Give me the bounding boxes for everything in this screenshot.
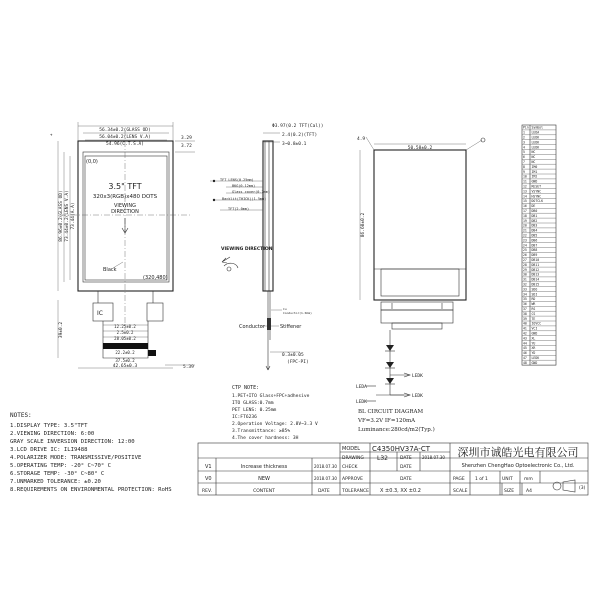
note-6: 5.OPERATING TEMP: -20° C~70° C [10, 463, 112, 469]
origin-label: (0,0) [86, 159, 98, 165]
pin-number: 15 [523, 199, 527, 204]
note-7: 6.STORAGE TEMP: -30° C~80° C [10, 471, 105, 477]
scale-label: SCALE [453, 489, 468, 494]
ctp-line-2: ITO GLASS:0.7mm [232, 401, 274, 406]
layer-5: TFT(2.0mm) [228, 207, 250, 211]
conductor-label: Conductor [239, 324, 265, 330]
pin-symbol: NC [531, 160, 536, 164]
pin-symbol: VSYNC [531, 189, 542, 194]
fpc-contacts [103, 343, 148, 349]
display-title: 3.5" TFT [108, 182, 142, 191]
direction-label: DIRECTION [111, 209, 139, 215]
pin-number: 43 [523, 336, 527, 341]
pin-number: 39 [523, 316, 527, 321]
pin-symbol: DB10 [531, 258, 540, 262]
rev-1-content: Increase thickness [240, 464, 288, 470]
pin-symbol: YD [531, 351, 536, 356]
pin-number: 29 [523, 267, 527, 272]
pin-symbol: DB15 [531, 282, 540, 287]
pin-header-number: Pin [523, 125, 529, 130]
dim-right-b: 3.72 [181, 144, 192, 149]
unit-label: UNIT [502, 477, 513, 482]
pin-symbol: DB6 [531, 238, 538, 243]
pin-symbol: DB13 [531, 272, 540, 277]
page-label: PAGE [453, 477, 465, 482]
pin-number: 16 [523, 204, 527, 209]
pin-number: 36 [523, 302, 527, 307]
date-label: DATE [400, 456, 412, 461]
pin-symbol: SDO [531, 287, 538, 292]
ctp-line-7: 4.The cover hardness: 3H [232, 436, 299, 441]
pin-number: 20 [523, 223, 527, 228]
viewing-arrow [222, 257, 230, 263]
pin-symbol: DB12 [531, 267, 540, 272]
size-label: SIZE [504, 489, 515, 494]
approve-label: APPROVE [342, 477, 364, 482]
pin-number: 25 [523, 248, 527, 253]
dim-bottom-width: 42.65±0.3 [112, 364, 138, 369]
pin-number: 19 [523, 218, 527, 223]
side-dim-c: 3~0.8±0.1 [282, 142, 307, 147]
pin-number: 33 [523, 287, 527, 292]
end-label: (320,480) [143, 275, 168, 281]
viewing-label: VIEWING [113, 203, 137, 209]
pin-symbol: DB0 [531, 209, 538, 213]
dim-lens-height: 73.44±0.2(LENS V.A) [65, 190, 70, 242]
pin-symbol: DB5 [531, 233, 538, 238]
pin-symbol: XL [531, 336, 536, 341]
connector-pad [147, 303, 163, 321]
content-header: CONTENT [253, 489, 275, 494]
backlight-block [381, 269, 459, 296]
size-value: A4 [526, 489, 532, 494]
pin-number: 14 [523, 194, 527, 199]
dim-glass-width: 56.34±0.2(GLASS OD) [99, 128, 151, 133]
rear-width-dim: 50.58±0.2 [407, 146, 433, 151]
dim-bottom-right: 5.39 [183, 365, 194, 370]
bl-ledk2: LEDK [412, 394, 423, 399]
note-8: 7.UNMARKED TOLERANCE: ±0.20 [10, 479, 101, 485]
pin-symbol: DB14 [531, 277, 540, 282]
dim-aa-width: 54.96(C.T.S.A) [106, 142, 144, 147]
pin-number: 8 [523, 164, 525, 169]
lens-area [83, 152, 169, 282]
rear-outline [374, 150, 466, 300]
pin-symbol: CS [531, 311, 536, 316]
ctp-line-5: 2.Operation Voltage: 2.8V~3.3 V [232, 422, 318, 427]
pin-symbol: NC [531, 150, 536, 155]
bl-spec1: VF=3.2V IF=120mA [358, 418, 416, 424]
pin-number: 13 [523, 189, 527, 194]
fpc-dim-a: 12.25±0.2 [114, 324, 136, 329]
pin-symbol: LEDK [531, 145, 540, 150]
pin-number: 5 [523, 150, 525, 155]
notes-title: NOTES: [10, 412, 32, 419]
fpc-text-a: Cu [283, 307, 287, 311]
pin-number: 24 [523, 243, 527, 248]
date-value: 2018.07.30 [422, 455, 445, 460]
pin-symbol: LEDK [531, 140, 540, 145]
pin-symbol: DB3 [531, 223, 538, 228]
fpc-dim-b: 2.5±0.2 [116, 330, 134, 335]
pin-number: 4 [523, 145, 525, 150]
pin-number: 3 [523, 140, 525, 145]
pin-symbol: VCI [531, 326, 538, 331]
ctp-note [232, 385, 318, 441]
rev-2-content: NEW [258, 476, 270, 482]
pin-symbol: LEDK [531, 135, 540, 140]
check-label: CHECK [342, 465, 358, 470]
date-label-3: DATE [400, 477, 412, 482]
pin-number: 38 [523, 311, 527, 316]
company-en: Shenzhen ChengHao Optoelectronic Co., Ltd. [461, 463, 575, 469]
fpc-dim-e: 37.5±0.2 [115, 358, 135, 363]
dim-glass-height: 86.96±0.2(GLASS OD) [59, 190, 64, 242]
pin-symbol: DB4 [531, 228, 538, 233]
pin-number: 46 [523, 351, 527, 356]
date-header: DATE [318, 489, 330, 494]
pin-number: 31 [523, 277, 527, 282]
pin-number: 28 [523, 262, 527, 267]
ctp-line-4: IC:FT6236 [232, 415, 257, 420]
rear-dim-small: 4.9 [357, 137, 366, 142]
pin-number: 35 [523, 297, 527, 302]
pin-number: 7 [523, 160, 525, 164]
pin-number: 11 [523, 179, 527, 184]
pin-symbol: WR [531, 302, 536, 307]
side-viewing-direction: VIEWING DIRECTION [221, 247, 273, 252]
drawing-label: DRAWING [342, 456, 364, 461]
pin-symbol: GND [531, 360, 538, 365]
note-2: 2.VIEWING DIRECTION: 6:00 [10, 431, 95, 437]
side-bottom-dim-a: 0.3±0.05 [282, 353, 304, 358]
pin-number: 30 [523, 272, 527, 277]
pin-number: 45 [523, 346, 527, 351]
note-9: 8.REQUIREMENTS ON ENVIRONMENTAL PROTECTION: RoHS [10, 487, 172, 493]
projection-symbol [553, 480, 586, 492]
pin-header-symbol: Symbol [531, 125, 544, 130]
pin-number: 44 [523, 341, 527, 346]
dim-fpc-length: 39±0.2 [59, 321, 64, 339]
pin-symbol: SDI [531, 292, 538, 297]
black-label: Black [103, 267, 117, 273]
pin-number: 12 [523, 184, 527, 189]
side-bottom-dim-b: (FPC-PI) [287, 360, 309, 365]
pin-number: 21 [523, 228, 527, 233]
bl-ledk: LEDK [412, 374, 423, 379]
ctp-title: CTP NOTE: [232, 385, 260, 391]
pin-number: 42 [523, 331, 527, 336]
bl-circuit [356, 330, 435, 433]
pin-symbol: RS [531, 307, 536, 311]
pin-symbol: HSYNC [531, 194, 542, 199]
ctp-line-6: 3.Transmittance: ≥85% [232, 429, 291, 434]
ctp-line-1: 1.PET+ITO Glass+FPC+adhesive [232, 394, 310, 399]
rear-fpc-b [381, 310, 453, 323]
bl-leda: LEDA [356, 385, 367, 390]
fpc-dim-d: 22.2±0.2 [115, 350, 135, 355]
fpc-dim-c: 28.05±0.2 [114, 336, 136, 341]
pin-number: 6 [523, 155, 525, 160]
page-value: 1 of 1 [475, 477, 488, 482]
ctp-line-3: PET LENS: 0.25mm [232, 408, 277, 413]
pin-symbol: GND [531, 179, 538, 184]
date-label-2: DATE [400, 465, 412, 470]
pin-number: 10 [523, 174, 527, 179]
stiffener-block [267, 318, 271, 330]
pin-number: 37 [523, 307, 527, 311]
pin-symbol: GND [531, 331, 538, 336]
module-side [263, 141, 273, 291]
tolerance-label: TOLERANCE [342, 489, 370, 494]
note-5: 4.POLARIZER MODE: TRANSMISSIVE/POSITIVE [10, 455, 142, 461]
rev-2-ver: V0 [205, 476, 212, 482]
notes [10, 412, 172, 493]
pin-number: 1 [523, 130, 525, 135]
pin-symbol: IOVCC [531, 321, 542, 326]
pin-symbol: NC [531, 155, 536, 160]
layer-3: Glass cover(0.7mm) [232, 190, 270, 194]
pin-number: 9 [523, 169, 525, 174]
drawing-value: L32 [377, 455, 388, 462]
note-1: 1.DISPLAY TYPE: 3.5"TFT [10, 423, 88, 429]
layer-2: BKG(0.12mm) [232, 184, 256, 188]
pin-symbol: DB2 [531, 218, 538, 223]
model-label: MODEL [342, 446, 361, 452]
rev-2-date: 2018.07.30 [314, 476, 337, 481]
pin-number: 41 [523, 326, 527, 331]
projection-label: (3) [579, 486, 586, 491]
rear-view [357, 136, 485, 329]
bl-spec2: Luminance:280cd/m2(Typ.) [358, 427, 435, 433]
front-view [50, 122, 195, 370]
rev-1-date: 2018.07.30 [314, 464, 337, 469]
pin-number: 32 [523, 282, 527, 287]
pin-number: 40 [523, 321, 527, 326]
bl-ledk3: LEDK [356, 400, 367, 405]
unit-value: mm [524, 477, 533, 482]
pin-number: 23 [523, 238, 527, 243]
side-dim-b: 2.4(0.2)(TFT) [282, 133, 318, 138]
pin-symbol: DB8 [531, 248, 538, 253]
svg-text:+: + [50, 132, 53, 137]
dim-aa-height: 73.44(A.A) [71, 202, 76, 230]
pin-number: 18 [523, 213, 527, 218]
rev-1-ver: V1 [205, 464, 212, 470]
ic-label: IC [97, 310, 103, 317]
resolution-label: 320x3(RGB)x480 DOTS [92, 194, 158, 200]
pin-symbol: DE [531, 204, 536, 209]
pin-symbol: LEDA [531, 130, 540, 135]
pin-symbol: YU [531, 341, 536, 346]
pin-symbol: RESET [531, 184, 542, 189]
pin-number: 27 [523, 258, 527, 262]
pin-symbol: DB11 [531, 262, 540, 267]
pin-number: 17 [523, 209, 527, 213]
rev-header: REV. [202, 489, 212, 494]
pin-symbol: IM1 [531, 169, 538, 174]
pin-symbol: RD [531, 297, 536, 302]
active-area [85, 156, 167, 280]
bl-title: BL CIRCUIT DIAGRAM [358, 409, 424, 415]
title-block [198, 443, 588, 495]
layer-4: Backlit(THICK)(1.5mm) [222, 197, 267, 201]
pin-number: 26 [523, 253, 527, 258]
pin-symbol: DOTCLK [531, 199, 544, 204]
side-dim-a: Φ3.97(0.2 TFT(Cal)) [272, 124, 324, 129]
fpc-text-b: Conductor(1.0mm) [283, 311, 312, 315]
dim-right-a: 3.29 [181, 136, 192, 141]
pin-symbol: DB7 [531, 243, 538, 248]
pin-symbol: TE [531, 316, 536, 321]
pin-table-frame [522, 125, 556, 365]
pin-symbol: IM0 [531, 164, 538, 169]
company-cn: 深圳市诚皓光电有限公司 [457, 446, 579, 459]
pin-symbol: XR [531, 346, 536, 351]
pin-number: 34 [523, 292, 527, 297]
pin-symbol: LEDK [531, 356, 540, 360]
pin-symbol: IM2 [531, 174, 538, 179]
pin-symbol: DB1 [531, 213, 538, 218]
note-4: 3.LCD DRIVE IC: ILI9488 [10, 447, 88, 453]
pin-table [522, 125, 556, 365]
pin-number: 48 [523, 360, 527, 365]
dim-lens-width: 56.04±0.2(LENS V.A) [99, 135, 151, 140]
pin-number: 2 [523, 135, 525, 140]
rear-height-dim: 86.60±0.2 [361, 212, 366, 238]
stiffener-label: Stiffener [280, 324, 302, 330]
model-value: C4350HV37A-CT [372, 445, 430, 453]
pin-symbol: DB9 [531, 253, 538, 258]
ic-chip [93, 303, 113, 321]
tolerance-value: X ±0.3, XX ±0.2 [380, 488, 421, 494]
layer-1: TFT LENS(0.25mm) [220, 178, 254, 182]
note-3: GRAY SCALE INVERSION DIRECTION: 12:00 [10, 439, 135, 445]
pin-number: 22 [523, 233, 527, 238]
pin-number: 47 [523, 356, 527, 360]
side-view [210, 123, 323, 370]
